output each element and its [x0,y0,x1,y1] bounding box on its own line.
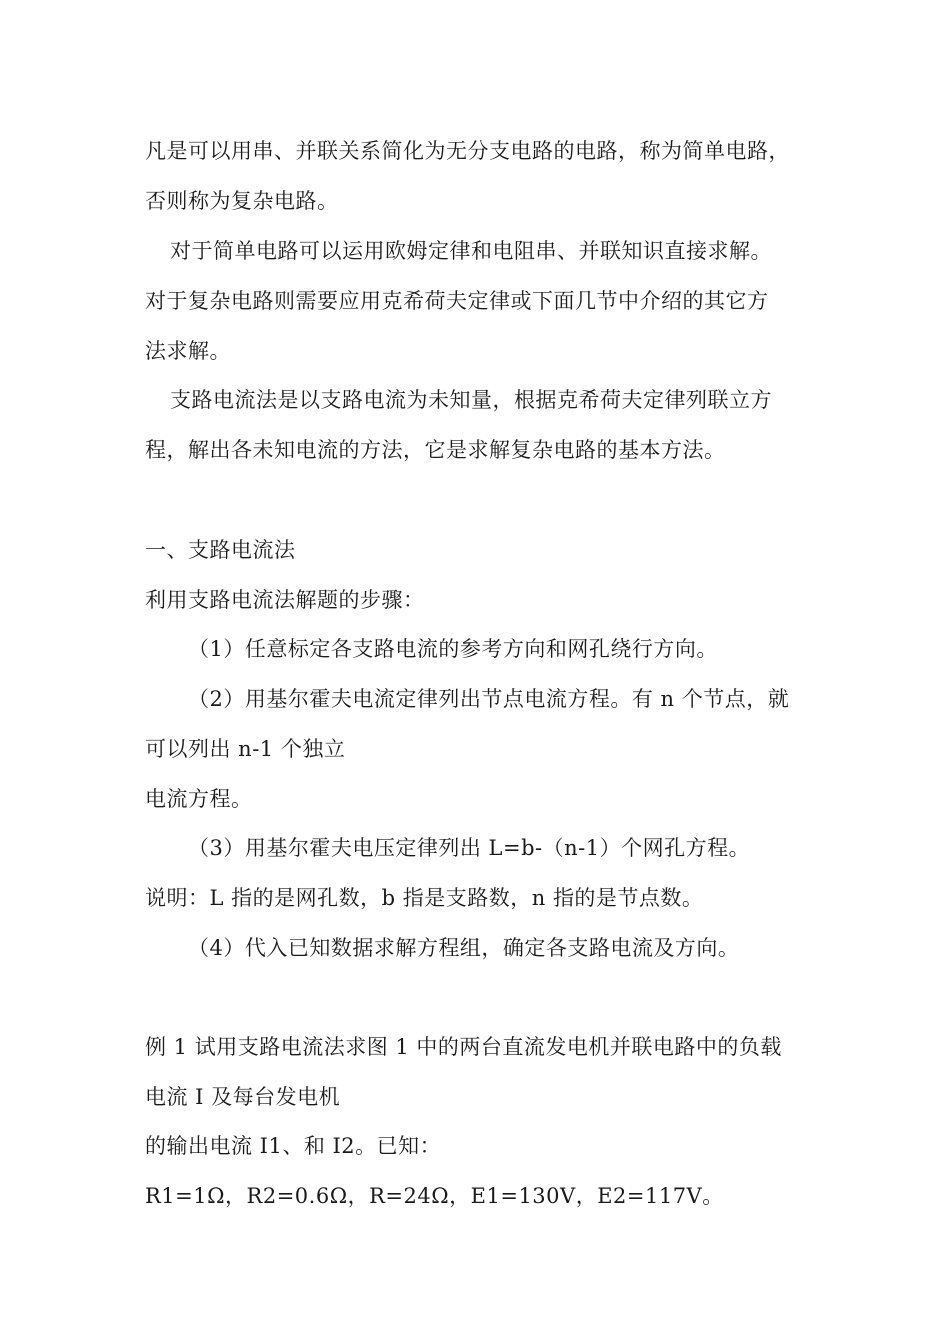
step-line: （2）用基尔霍夫电流定律列出节点电流方程。有 n 个节点，就 [188,687,790,711]
example-line: 例 1 试用支路电流法求图 1 中的两台直流发电机并联电路中的负载 [145,1035,782,1059]
step-line: （4）代入已知数据求解方程组，确定各支路电流及方向。 [188,936,740,960]
section-title: 一、支路电流法 [145,538,296,562]
step-line: 可以列出 n-1 个独立 [145,737,346,761]
paragraph-line: 凡是可以用串、并联关系简化为无分支电路的电路，称为简单电路， [145,139,790,163]
note-line: 说明：L 指的是网孔数，b 指是支路数，n 指的是节点数。 [145,886,704,910]
paragraph-line: 对于简单电路可以运用欧姆定律和电阻串、并联知识直接求解。 [170,239,772,263]
step-line: （3）用基尔霍夫电压定律列出 L=b-（n-1）个网孔方程。 [188,836,751,860]
step-line: （1）任意标定各支路电流的参考方向和网孔绕行方向。 [188,637,718,661]
example-line: 的输出电流 I1、和 I2。已知： [145,1134,442,1158]
paragraph-line: 对于复杂电路则需要应用克希荷夫定律或下面几节中介绍的其它方 [145,289,769,313]
paragraph-line: 否则称为复杂电路。 [145,189,339,213]
paragraph-line: 程，解出各未知电流的方法，它是求解复杂电路的基本方法。 [145,438,726,462]
steps-intro: 利用支路电流法解题的步骤： [145,588,425,612]
example-line: R1=1Ω，R2=0.6Ω，R=24Ω，E1=130V，E2=117V。 [145,1184,724,1208]
example-line: 电流 I 及每台发电机 [145,1085,341,1109]
paragraph-line: 支路电流法是以支路电流为未知量，根据克希荷夫定律列联立方 [170,388,772,412]
step-line: 电流方程。 [145,787,253,811]
paragraph-line: 法求解。 [145,339,231,363]
